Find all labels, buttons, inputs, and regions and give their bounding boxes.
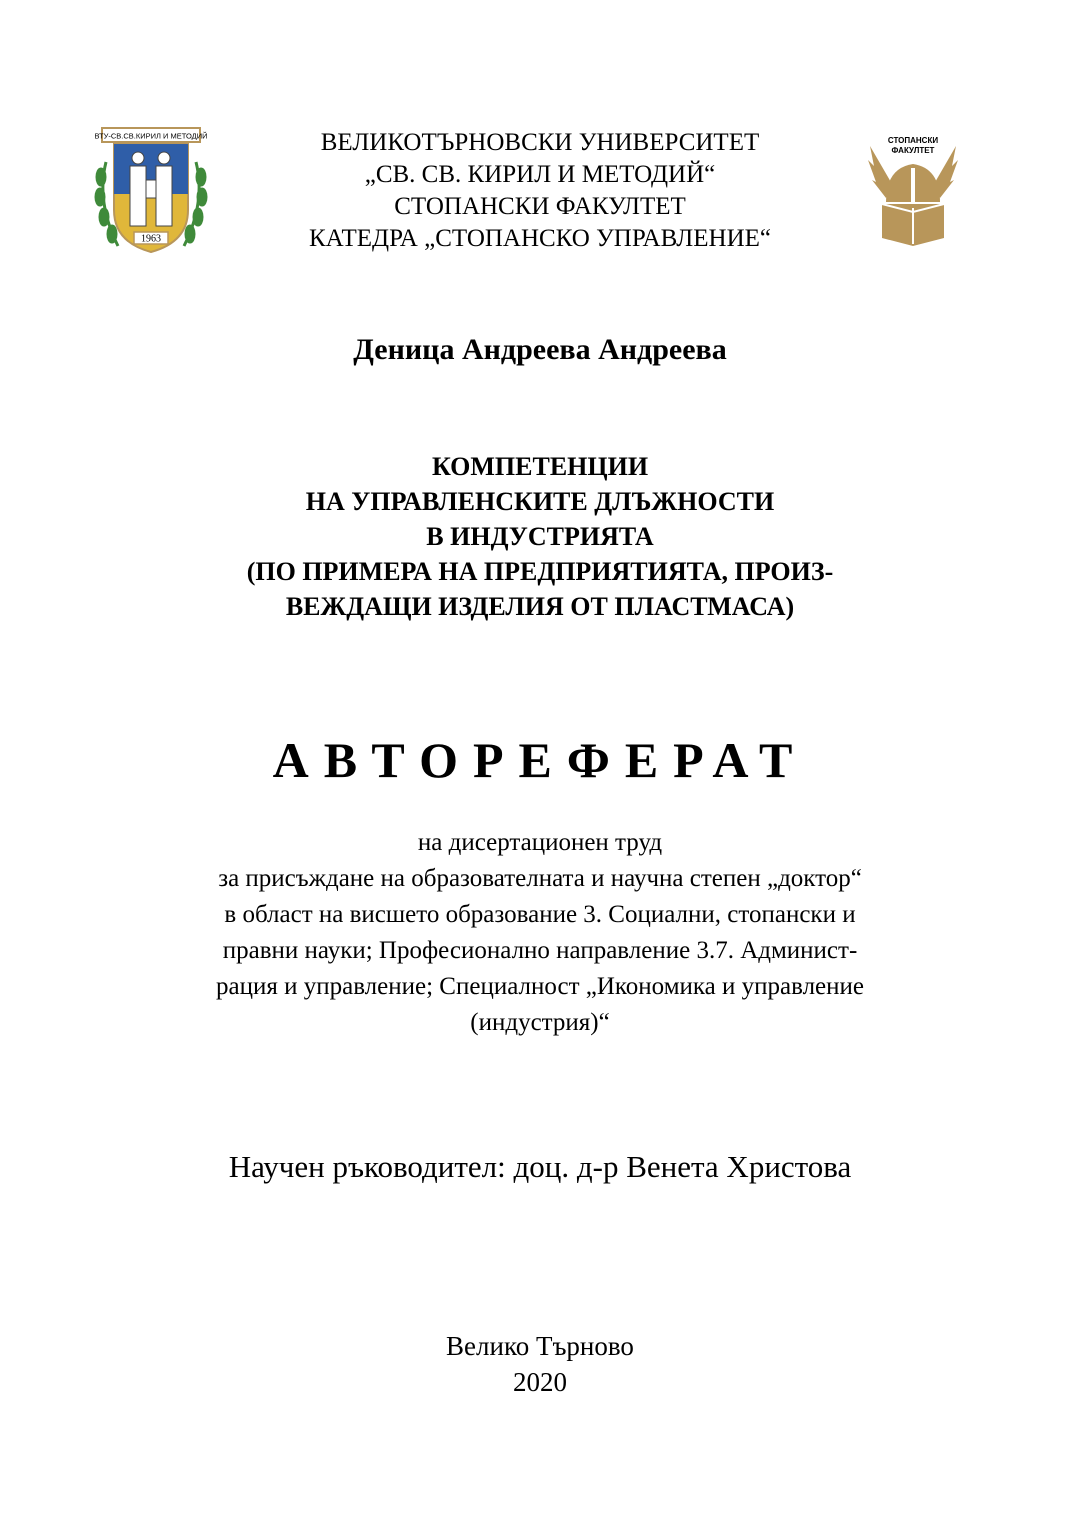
header-line-department: КАТЕДРА „СТОПАНСКО УПРАВЛЕНИЕ“ (308, 225, 772, 252)
city: Велико Търново (446, 1331, 634, 1361)
description-line: (индустрия)“ (470, 1009, 610, 1036)
crest-banner-text: ВТУ-СВ.СВ.КИРИЛ И МЕТОДИЙ (94, 131, 208, 141)
description-line: за присъждане на образователната и научна степен „доктор“ (218, 865, 862, 892)
description-line: рация и управление; Специалност „Икономика и управление (215, 973, 865, 1000)
title-line: (ПО ПРИМЕРА НА ПРЕДПРИЯТИЯТА, ПРОИЗ- (246, 557, 834, 586)
document-type-heading: АВТОРЕФЕРАТ (272, 732, 808, 788)
description-line: правни науки; Професионално направление 3.7. Админист- (222, 937, 858, 964)
description-line: на дисертационен труд (417, 829, 663, 856)
title-line: КОМПЕТЕНЦИИ (431, 452, 649, 481)
faculty-logo-text-top: СТОПАНСКИ (887, 136, 939, 145)
header-line-faculty: СТОПАНСКИ ФАКУЛТЕТ (394, 193, 686, 220)
description-line: в област на висшето образование 3. Социални, стопански и (224, 901, 856, 928)
author-name: Деница Андреева Андреева (353, 333, 727, 366)
title-line: В ИНДУСТРИЯТА (426, 522, 654, 551)
header-line-saints: „СВ. СВ. КИРИЛ И МЕТОДИЙ“ (364, 161, 716, 188)
header-line-university: ВЕЛИКОТЪРНОВСКИ УНИВЕРСИТЕТ (320, 129, 760, 156)
crest-year: 1963 (141, 233, 161, 245)
faculty-logo-text-bottom: ФАКУЛТЕТ (891, 146, 935, 155)
year: 2020 (513, 1367, 567, 1397)
scientific-supervisor: Научен ръководител: доц. д-р Венета Христова (228, 1149, 852, 1184)
title-line: НА УПРАВЛЕНСКИТЕ ДЛЪЖНОСТИ (305, 487, 775, 516)
title-line: ВЕЖДАЩИ ИЗДЕЛИЯ ОТ ПЛАСТМАСА) (285, 592, 795, 621)
